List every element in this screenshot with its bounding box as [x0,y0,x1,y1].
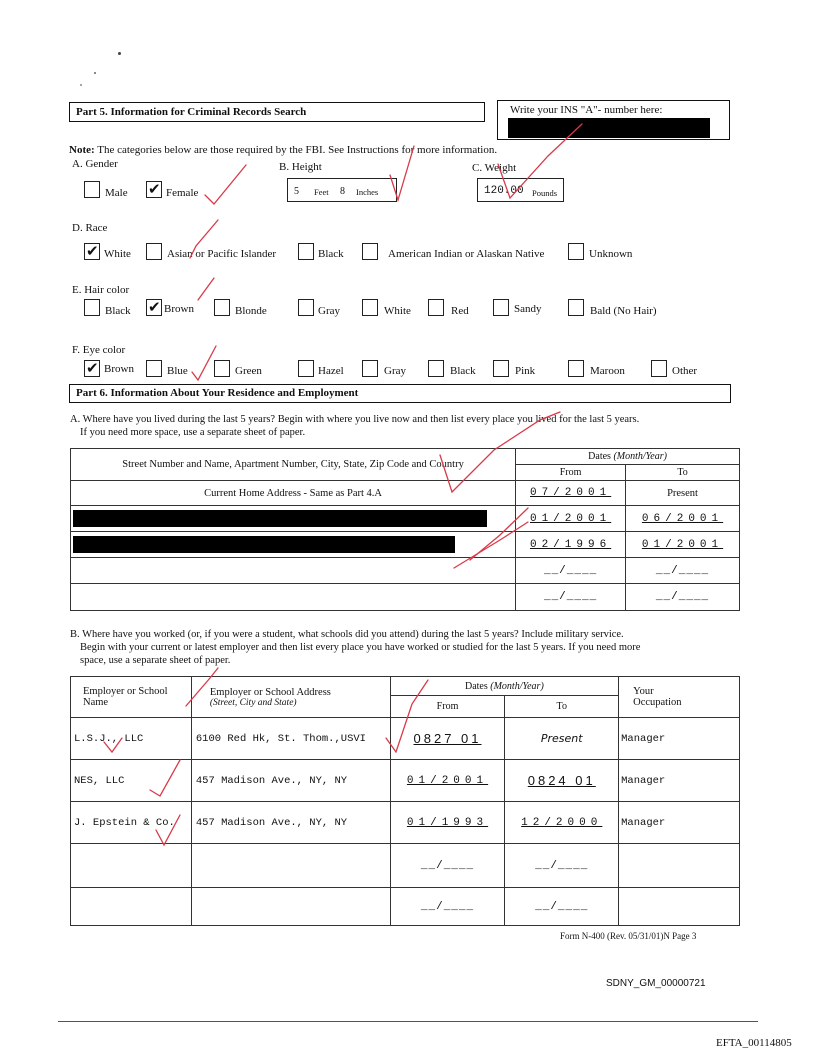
employment-from-cell: 01/1993 [390,802,505,844]
eye-other-label: Other [672,365,698,377]
part5-title: Part 5. Information for Criminal Records Search [76,106,307,118]
race-label: D. Race [72,222,108,234]
height-feet-value: 5 [294,186,299,197]
eye-hazel-label: Hazel [318,365,344,377]
red-check-mark [190,220,218,258]
residence-to-cell: 01/2001 [626,532,740,558]
eye-maroon-label: Maroon [590,365,625,377]
residence-from-header: From [516,465,626,481]
gender-male-label: Male [105,187,128,199]
red-check-mark [498,124,582,198]
gender-label: A. Gender [72,158,118,170]
height-label: B. Height [279,161,322,173]
employment-to-cell: 12/2000 [505,802,619,844]
eye-black-label: Black [450,365,476,377]
occupation-cell: Manager [619,718,740,760]
residence-question: A. Where have you lived during the last 5 years? Begin with where you live now and then list every place you lived for the last 5 years. If you need more space, use a separate sheet of paper. [70,414,640,438]
residence-from-cell: 02/1996 [516,532,626,558]
eye-label: F. Eye color [72,344,126,356]
red-check-mark [470,508,528,560]
red-check-mark [150,760,180,796]
race-white-label: White [104,248,131,260]
employment-to-cell[interactable]: __/____ [505,888,619,926]
employment-from-header: From [390,696,505,718]
residence-from-cell[interactable]: __/____ [516,558,626,584]
red-check-mark [440,412,560,492]
weight-unit: Pounds [532,188,558,198]
red-check-mark [205,165,246,204]
residence-address-cell: Current Home Address - Same as Part 4.A [71,481,516,506]
bates-number: SDNY_GM_00000721 [606,978,706,989]
fbi-note: Note: The categories below are those required by the FBI. See Instructions for more information. [69,144,498,156]
employment-from-cell[interactable]: __/____ [390,888,505,926]
employment-to-cell: 0824 01 [505,760,619,802]
employment-from-cell: 0827 01 [390,718,505,760]
hair-black-label: Black [105,305,131,317]
occupation-cell: Manager [619,760,740,802]
residence-address-header: Street Number and Name, Apartment Number, City, State, Zip Code and Country [71,449,516,481]
employment-question: B. Where have you worked (or, if you were a student, what schools did you attend) during the last 5 years? Include military service. Begin with your current or latest employer and then list every place you have worked or studied for the last 5 years. If you need more space, use a separate sheet of paper. [70,629,641,666]
occupation-header: Your Occupation [619,677,740,718]
occupation-cell: Manager [619,802,740,844]
hair-blonde-label: Blonde [235,305,267,317]
race-unknown-label: Unknown [589,248,633,260]
red-check-mark [198,278,214,300]
residence-to-cell[interactable]: __/____ [626,558,740,584]
employment-to-cell[interactable]: __/____ [505,844,619,888]
employer-address-cell: 457 Madison Ave., NY, NY [191,760,390,802]
residence-dates-header: Dates (Month/Year) [516,449,740,465]
residence-from-cell: 07/2001 [516,481,626,506]
weight-value: 120.00 [484,185,524,197]
red-check-mark [390,146,414,200]
red-check-mark [186,668,218,706]
hair-red-label: Red [451,305,469,317]
eye-green-label: Green [235,365,262,377]
gender-female-label: Female [166,187,199,199]
part6-title: Part 6. Information About Your Residence and Employment [76,387,359,399]
race-asian-label: Asian or Pacific Islander [167,248,277,260]
hair-label: E. Hair color [72,284,130,296]
red-check-mark [104,738,122,752]
race-american-indian-label: American Indian or Alaskan Native [388,248,545,260]
red-check-mark [454,522,528,568]
red-check-mark [386,680,428,752]
residence-to-header: To [626,465,740,481]
employment-to-cell: Present [505,718,619,760]
height-inches-value: 8 [340,186,345,197]
residence-to-cell: 06/2001 [626,506,740,532]
residence-to-cell[interactable]: __/____ [626,584,740,611]
residence-from-cell: 01/2001 [516,506,626,532]
eye-blue-label: Blue [167,365,188,377]
residence-to-cell: Present [626,481,740,506]
employment-from-cell[interactable]: __/____ [390,844,505,888]
employer-name-header: Employer or School Name [71,677,192,718]
red-check-mark [192,346,216,380]
height-feet-unit: Feet [314,187,329,197]
employer-address-header: Employer or School Address (Street, City and State) [191,677,390,718]
hair-white-label: White [384,305,411,317]
race-black-label: Black [318,248,344,260]
weight-label: C. Weight [472,162,517,174]
form-id: Form N-400 (Rev. 05/31/01)N Page 3 [560,931,697,941]
hair-bald-label: Bald (No Hair) [590,305,657,317]
eye-pink-label: Pink [515,365,536,377]
hair-sandy-label: Sandy [514,303,542,315]
employer-name-cell: L.S.J., LLC [71,718,192,760]
employer-address-cell: 457 Madison Ave., NY, NY [191,802,390,844]
hair-gray-label: Gray [318,305,340,317]
employer-name-cell: NES, LLC [71,760,192,802]
hair-brown-label: Brown [164,303,194,315]
employment-dates-header: Dates (Month/Year) [390,677,618,696]
employment-from-cell: 01/2001 [390,760,505,802]
ins-number-label: Write your INS "A"- number here: [510,104,663,116]
efta-number: EFTA_00114805 [716,1037,792,1049]
employer-address-cell: 6100 Red Hk, St. Thom.,USVI [191,718,390,760]
eye-gray-label: Gray [384,365,406,377]
residence-from-cell[interactable]: __/____ [516,584,626,611]
employment-to-header: To [505,696,619,718]
height-inches-unit: Inches [356,187,379,197]
red-check-mark [156,815,180,845]
employer-name-cell: J. Epstein & Co. [71,802,192,844]
eye-brown-label: Brown [104,363,134,375]
